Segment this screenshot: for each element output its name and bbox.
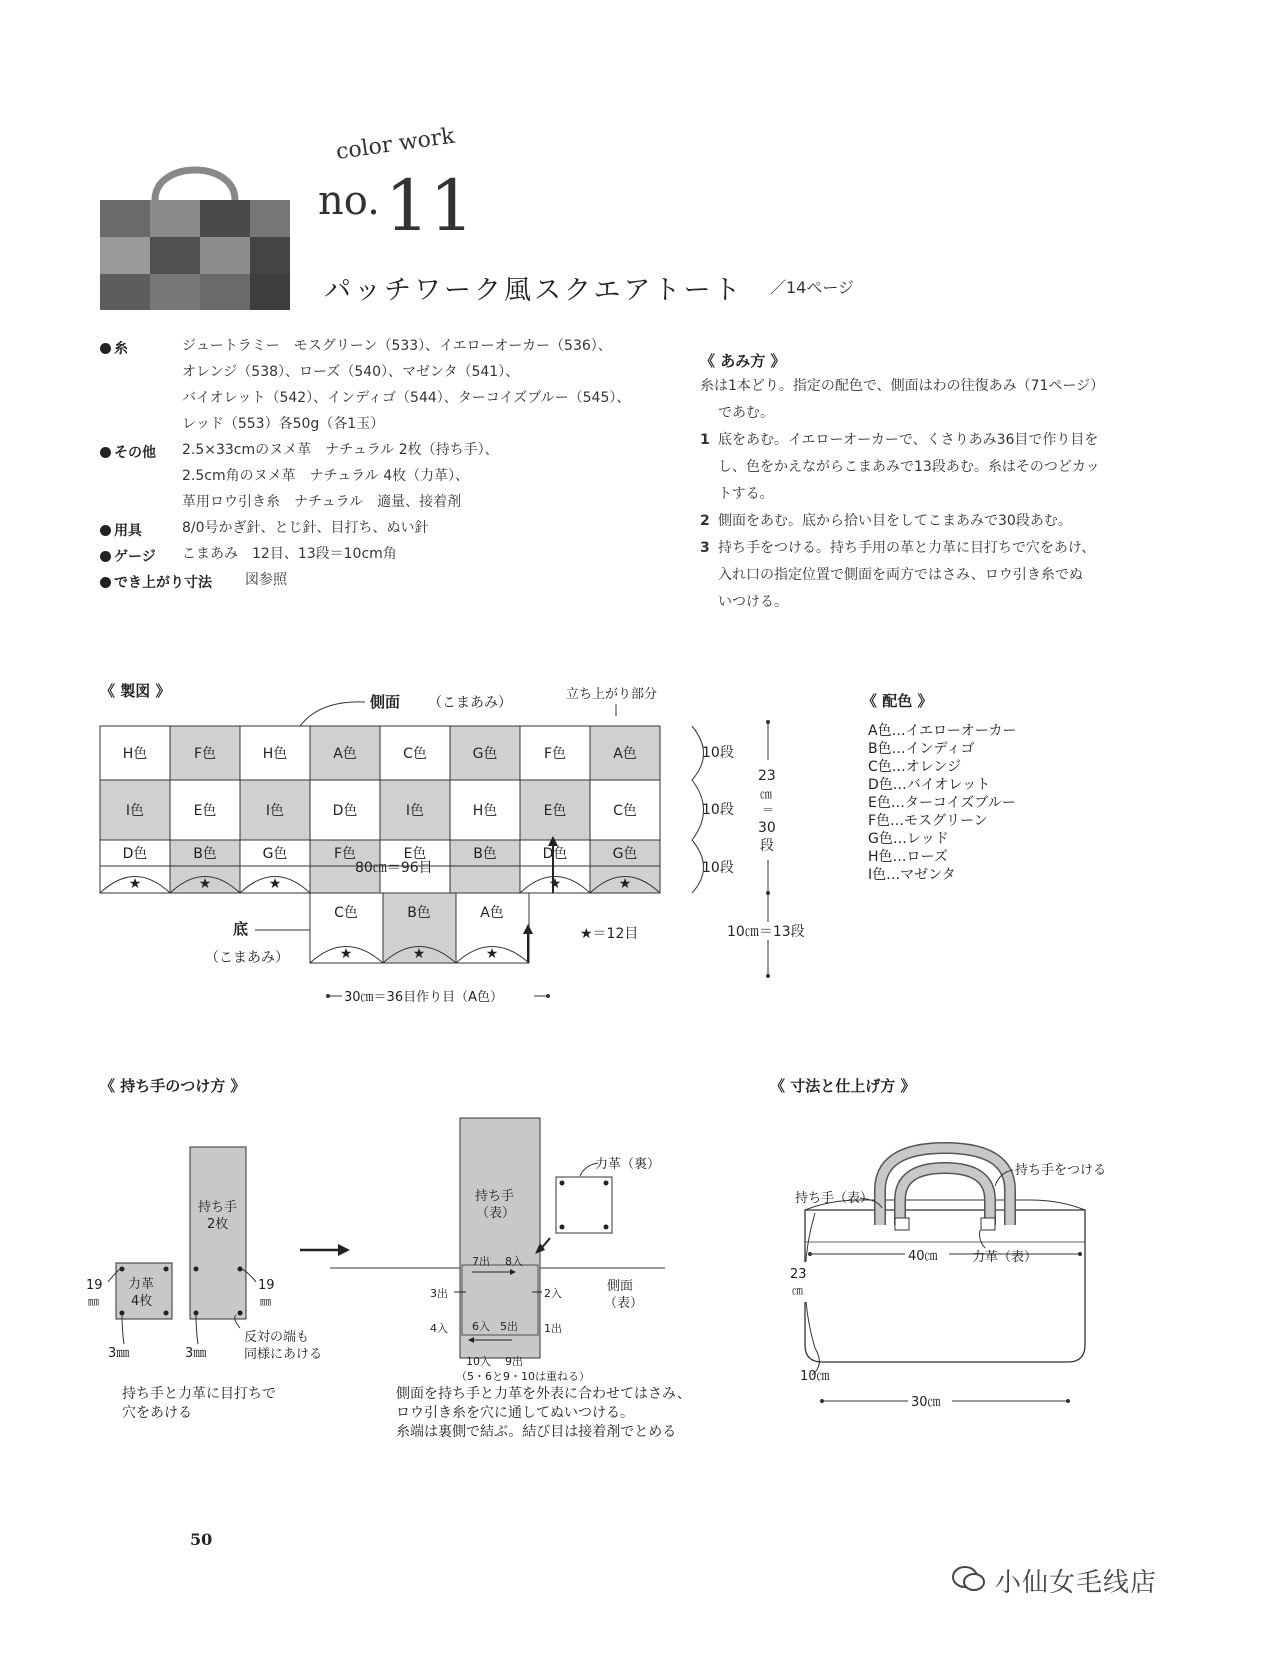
bag-outline bbox=[805, 1210, 1085, 1362]
gauge-label: ゲージ bbox=[114, 549, 156, 565]
side-label: 側面 bbox=[370, 693, 401, 711]
height-v: 段 bbox=[760, 838, 774, 854]
color-item: I色…マゼンタ bbox=[868, 867, 956, 883]
pattern-number: 11 bbox=[385, 165, 475, 247]
star-mark: ★ bbox=[412, 946, 426, 962]
height-v: 30 bbox=[758, 820, 776, 836]
dim-3: 3㎜ bbox=[185, 1346, 207, 1361]
width-label: 80㎝＝96目 bbox=[355, 860, 433, 876]
cell-label: I色 bbox=[265, 803, 285, 819]
bottom-label: 底 bbox=[233, 920, 249, 938]
cell-label: H色 bbox=[122, 746, 148, 762]
star-mark: ★ bbox=[548, 876, 562, 892]
step-line: 入れ口の指定位置で側面を両方ではさみ、ロウ引き糸でぬ bbox=[718, 567, 1083, 583]
finish-heading: 《 寸法と仕上げ方 》 bbox=[770, 1077, 916, 1095]
cell-label: H色 bbox=[472, 803, 498, 819]
seq-1: 1出 bbox=[544, 1322, 562, 1335]
handle-front-label: 持ち手（表） bbox=[795, 1191, 874, 1206]
side-sub-2: （表） bbox=[604, 1296, 644, 1311]
front-sub: （表） bbox=[476, 1206, 516, 1221]
opposite-note: 同様にあける bbox=[244, 1347, 323, 1362]
cell-label: D色 bbox=[332, 803, 358, 819]
step-line: 底をあむ。イエローオーカーで、くさりあみ36目で作り目を bbox=[718, 432, 1099, 448]
caption2-line: 側面を持ち手と力革を外表に合わせてはさみ、 bbox=[396, 1386, 691, 1402]
step-number: 1 bbox=[700, 432, 710, 448]
star-mark: ★ bbox=[268, 876, 282, 892]
attach-label: 持ち手をつける bbox=[1015, 1163, 1107, 1178]
wechat-icon bbox=[952, 1565, 986, 1593]
bottom-sub: （こまあみ） bbox=[205, 950, 289, 966]
side-sub: （こまあみ） bbox=[428, 695, 512, 711]
other-line: 2.5cm角のヌメ革 ナチュラル 4枚（力革）、 bbox=[182, 468, 470, 484]
tab-front-label: 力革（表） bbox=[972, 1250, 1038, 1265]
height-v: ＝ bbox=[762, 803, 775, 817]
caption2-line: ロウ引き糸を穴に通してぬいつける。 bbox=[396, 1405, 634, 1421]
cell-label: F色 bbox=[543, 746, 567, 762]
dim-19: 19 bbox=[258, 1278, 275, 1293]
height-unit: ㎝ bbox=[792, 1284, 803, 1297]
dim-19: 19 bbox=[86, 1278, 103, 1293]
other-line: 2.5×33cmのヌメ革 ナチュラル 2枚（持ち手）、 bbox=[182, 442, 499, 458]
colorwork-label: color work bbox=[334, 123, 457, 165]
tools-value: 8/0号かぎ針、とじ針、目打ち、ぬい針 bbox=[182, 520, 429, 536]
star-mark: ★ bbox=[339, 946, 353, 962]
seq-note: （5・6と9・10は重ねる） bbox=[456, 1370, 590, 1383]
seq-5: 5出 bbox=[500, 1320, 518, 1333]
dim-mm: ㎜ bbox=[88, 1295, 99, 1308]
watermark: 小仙女毛线店 bbox=[995, 1568, 1158, 1598]
chart-heading: 《 製図 》 bbox=[100, 682, 171, 700]
bottom-cell-label: B色 bbox=[407, 905, 431, 921]
color-item: H色…ローズ bbox=[868, 849, 948, 865]
rows-label: 10段 bbox=[702, 860, 734, 876]
color-item: A色…イエローオーカー bbox=[868, 723, 1017, 739]
intro-line: であむ。 bbox=[718, 405, 774, 421]
page-reference: ／14ページ bbox=[770, 278, 855, 297]
step-line: 持ち手をつける。持ち手用の革と力革に目打ちで穴をあけ、 bbox=[718, 540, 1096, 556]
cell-label: H色 bbox=[262, 746, 288, 762]
cell-label: G色 bbox=[262, 846, 288, 862]
tools-label: 用具 bbox=[114, 523, 142, 539]
color-item: D色…バイオレット bbox=[868, 777, 991, 793]
cell-label: E色 bbox=[193, 803, 217, 819]
cell-label: D色 bbox=[542, 846, 568, 862]
caption2-line: 糸端は裏側で結ぶ。結び目は接着剤でとめる bbox=[396, 1424, 677, 1440]
bottom-width: 30㎝＝36目作り目（A色） bbox=[344, 990, 503, 1005]
seq-10: 10入 bbox=[466, 1355, 491, 1368]
seq-9: 9出 bbox=[505, 1355, 523, 1368]
star-mark: ★ bbox=[128, 876, 142, 892]
color-item: G色…レッド bbox=[868, 831, 949, 847]
tab-back bbox=[556, 1177, 612, 1233]
yarn-line: ジュートラミー モスグリーン（533）、イエローオーカー（536）、 bbox=[182, 338, 612, 354]
other-label: その他 bbox=[114, 445, 156, 461]
cell-label: F色 bbox=[333, 846, 357, 862]
color-item: B色…インディゴ bbox=[868, 741, 975, 757]
number-prefix: no. bbox=[318, 178, 380, 224]
height-label: 23 bbox=[790, 1267, 807, 1282]
cell-label: A色 bbox=[333, 746, 357, 762]
color-item: C色…オレンジ bbox=[868, 759, 962, 775]
dim-mm: ㎜ bbox=[260, 1295, 271, 1308]
star-mark: ★ bbox=[198, 876, 212, 892]
cell-label: A色 bbox=[613, 746, 637, 762]
cell-label: G色 bbox=[472, 746, 498, 762]
bottom-cell-label: A色 bbox=[480, 905, 504, 921]
seq-3: 3出 bbox=[430, 1287, 448, 1300]
handle-strip bbox=[190, 1147, 246, 1319]
tab-back-label: 力革（裏） bbox=[595, 1157, 661, 1172]
height-v: ㎝ bbox=[760, 787, 773, 801]
height-v: 23 bbox=[758, 768, 776, 784]
handle-heading: 《 持ち手のつけ方 》 bbox=[100, 1077, 246, 1095]
cell-label: G色 bbox=[612, 846, 638, 862]
page-number: 50 bbox=[190, 1530, 213, 1549]
size-value: 図参照 bbox=[245, 572, 287, 588]
intro-line: 糸は1本どり。指定の配色で、側面はわの往復あみ（71ページ） bbox=[700, 378, 1105, 394]
size-label: でき上がり寸法 bbox=[114, 575, 212, 591]
cell-label: E色 bbox=[543, 803, 567, 819]
rise-label: 立ち上がり部分 bbox=[566, 687, 658, 702]
seq-8: 8入 bbox=[505, 1255, 523, 1268]
seq-7: 7出 bbox=[472, 1255, 490, 1268]
cell-label: E色 bbox=[403, 846, 427, 862]
page-title: パッチワーク風スクエアトート bbox=[324, 275, 744, 306]
cell-label: B色 bbox=[193, 846, 217, 862]
yarn-label: 糸 bbox=[114, 341, 128, 357]
caption-1: 持ち手と力革に目打ちで bbox=[122, 1386, 276, 1402]
bottom-height: 10㎝＝13段 bbox=[727, 924, 805, 940]
opposite-note: 反対の端も bbox=[244, 1330, 310, 1345]
handle-label: 持ち手 bbox=[198, 1200, 238, 1215]
step-line: いつける。 bbox=[718, 594, 788, 610]
dim-3: 3㎜ bbox=[108, 1346, 130, 1361]
cell-label: F色 bbox=[193, 746, 217, 762]
tab-count: 4枚 bbox=[131, 1294, 153, 1309]
star-label: ★＝12目 bbox=[580, 926, 639, 942]
cell-label: D色 bbox=[122, 846, 148, 862]
bottom-dim: 30㎝ bbox=[911, 1395, 941, 1410]
tab-label: 力革 bbox=[128, 1277, 155, 1292]
yarn-line: バイオレット（542）、インディゴ（544）、ターコイズブルー（545）、 bbox=[182, 390, 631, 406]
color-item: E色…ターコイズブルー bbox=[868, 795, 1016, 811]
cell-label: C色 bbox=[613, 803, 637, 819]
step-line: トする。 bbox=[718, 486, 774, 502]
rows-label: 10段 bbox=[702, 802, 734, 818]
rows-label: 10段 bbox=[702, 745, 734, 761]
bottom-cell-label: C色 bbox=[334, 905, 358, 921]
seq-4: 4入 bbox=[430, 1322, 448, 1335]
step-number: 3 bbox=[700, 540, 710, 556]
gauge-value: こまあみ 12目、13段＝10cm角 bbox=[182, 546, 397, 562]
front-label: 持ち手 bbox=[475, 1189, 515, 1204]
step-line: 側面をあむ。底から拾い目をしてこまあみで30段あむ。 bbox=[718, 513, 1072, 529]
depth-label: 10㎝ bbox=[800, 1369, 830, 1384]
seq-2: 2入 bbox=[544, 1287, 562, 1300]
star-mark: ★ bbox=[485, 946, 499, 962]
colors-heading: 《 配色 》 bbox=[862, 692, 933, 710]
other-line: 革用ロウ引き糸 ナチュラル 適量、接着剤 bbox=[182, 494, 462, 510]
handle-count: 2枚 bbox=[207, 1217, 229, 1232]
step-line: し、色をかえながらこまあみで13段あむ。糸はそのつどカッ bbox=[718, 459, 1100, 475]
yarn-line: レッド（553）各50g（各1玉） bbox=[182, 416, 385, 432]
side-label-2: 側面 bbox=[607, 1279, 634, 1294]
cell-label: C色 bbox=[403, 746, 427, 762]
cell-label: I色 bbox=[125, 803, 145, 819]
star-mark: ★ bbox=[618, 876, 632, 892]
caption-1: 穴をあける bbox=[122, 1405, 192, 1421]
cell-label: B色 bbox=[473, 846, 497, 862]
step-number: 2 bbox=[700, 513, 710, 529]
color-item: F色…モスグリーン bbox=[868, 813, 988, 829]
instructions-heading: 《 あみ方 》 bbox=[700, 352, 786, 370]
cell-label: I色 bbox=[405, 803, 425, 819]
seq-6: 6入 bbox=[472, 1320, 490, 1333]
yarn-line: オレンジ（538）、ローズ（540）、マゼンタ（541）、 bbox=[182, 364, 520, 380]
width-top: 40㎝ bbox=[908, 1249, 938, 1264]
